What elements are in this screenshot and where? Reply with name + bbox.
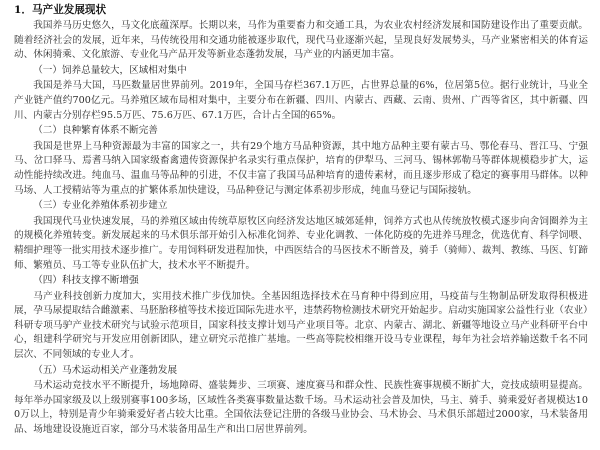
paragraph-2: 我国是世界上马种资源最为丰富的国家之一，共有29个地方马品种资源，其中地方品种主要有蒙古马、鄂伦春马、晋江马、宁强马、岔口驿马、焉耆马纳入国家级畜禽遗传资源保护名录实行重点保护，培育的伊犁马、三河马、锡林郭勒马等群体规模稳步扩大，运动性能持续改进。纯血马、温血马等品种的引进，不仅丰富了我国马品种培育的遗传素材，而且逐步形成了稳定的赛事用马群体。以种马场、人工授精站等为重点的扩繁体系加快建设，马品种登记与测定体系初步形成，纯血马登记与国际接轨。 bbox=[14, 140, 588, 196]
section-title: 1．马产业发展现状 bbox=[14, 4, 107, 16]
subheading-4: （四）科技支撑不断增强 bbox=[33, 275, 139, 287]
intro-paragraph: 我国养马历史悠久，马文化底蕴深厚。长期以来，马作为重要畜力和交通工具，为农业农村经济发展和国防建设作出了重要贡献。随着经济社会的发展，近年来，马传统役用和交通功能被逐步取代，现代马业逐渐兴起，呈现良好发展势头，马产业紧密相关的体育运动、休闲骑乘、文化旅游、专业化马产品开发等新业态蓬勃发展，马产业的内涵更加丰富。 bbox=[14, 20, 588, 61]
subheading-5: （五）马术运动相关产业蓬勃发展 bbox=[33, 364, 178, 376]
paragraph-5: 马术运动竞技水平不断提升，场地障碍、盛装舞步、三项赛、速度赛马和群众性、民族性赛事规模不断扩大，竞技成绩明显提高。每年举办国家级及以上级别赛事100多场，区域性各类赛事数量达数千场。马术运动社会普及加快，马主、骑手、骑乘爱好者规模达100万以上，特别是青少年骑乘爱好者占较大比重。全国依法登记注册的各级马业协会、马术协会、马术俱乐部超过2000家，马术装备用品、场地建设设施近百家，部分马术装备用品生产和出口居世界前列。 bbox=[14, 380, 588, 436]
subheading-1: （一）饲养总量较大，区域相对集中 bbox=[33, 64, 187, 76]
subheading-3: （三）专业化养殖体系初步建立 bbox=[33, 200, 168, 212]
subheading-2: （二）良种繁育体系不断完善 bbox=[33, 125, 158, 137]
paragraph-1: 我国是养马大国，马匹数量居世界前列。2019年，全国马存栏367.1万匹，占世界总量的6%，位居第5位。据行业统计，马业全产业链产值约700亿元。马养殖区域布局相对集中，主要分布在新疆、四川、内蒙古、西藏、云南、贵州、广西等省区，其中新疆、四川、内蒙古分别存栏95.5万匹、75.6万匹、67.1万匹，合计占全国的65%。 bbox=[14, 80, 588, 121]
paragraph-4: 马产业科技创新力度加大，实用技术推广步伐加快。全基因组选择技术在马育种中得到应用，马疫苗与生物制品研发取得积极进展，孕马尿提取结合雌激素、马胚胎移植等技术接近国际先进水平，违禁药物检测技术研究开始起步。启动实施国家公益性行业（农业）科研专项马驴产业技术研究与试验示范项目，国家科技支撑计划马产业项目等。北京、内蒙古、湖北、新疆等地设立马产业科研平台中心，组建科学研究与开发应用创新团队，建立研究示范推广基地。一些高等院校相继开设马专业课程，每年为社会培养输送数千名不同层次、不同领域的专业人才。 bbox=[14, 290, 588, 361]
paragraph-3: 我国现代马业快速发展，马的养殖区域由传统草原牧区向经济发达地区城郊延伸，饲养方式也从传统放牧模式逐步向舍饲圈养为主的规模化养殖转变。新发展起来的马术俱乐部开始引入标准化饲养、专业化调教、一体化防疫的先进养马理念，优选优育、科学饲喂、精细护理等一批实用技术逐步推广。专用饲料研发进程加快，中西医结合的马医技术不断普及，骑手（骑师）、裁判、教练、马医、钉蹄师、繁殖员、马工等专业队伍扩大，技术水平不断提升。 bbox=[14, 215, 588, 271]
